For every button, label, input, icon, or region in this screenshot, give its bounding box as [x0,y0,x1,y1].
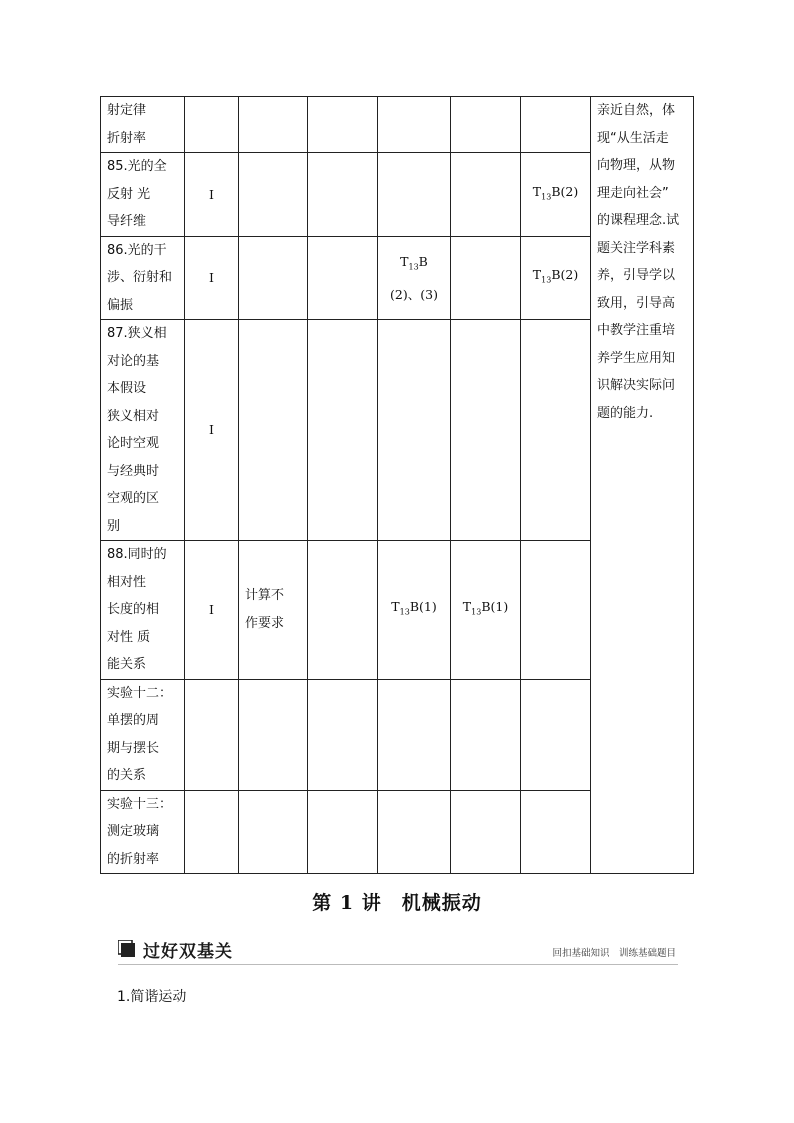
topic-cell [101,153,185,237]
exam-ref-cell [521,153,591,237]
subsection-heading: 1.简谐运动 [117,989,187,1005]
requirement-line: 计算不 [245,588,285,604]
topic-line: 对论的基 [107,353,160,369]
exam-ref-cell [521,97,591,153]
exam-ref-cell [308,679,378,790]
syllabus-table [100,96,694,874]
topic-line: 的关系 [107,768,147,783]
exam-ref-cell [451,790,521,874]
note-line: 中教学注重培 [597,323,676,338]
table-row [101,97,694,153]
exam-ref-cell [308,320,378,541]
note-line: 致用，引导高 [597,295,676,311]
note-line: 的课程理念.试 [597,213,680,228]
level-cell [185,97,239,153]
exam-ref-cell [521,541,591,680]
exam-ref-cell [521,679,591,790]
exam-ref-cell [308,541,378,680]
requirement-cell [239,679,308,790]
exam-ref-cell [451,236,521,320]
exam-ref-cell [378,679,451,790]
lesson-title: 第 1 讲 机械振动 [312,892,482,914]
topic-line: 86.光的干 [107,242,167,258]
note-line: 题的能力. [597,405,654,421]
topic-line: 论时空观 [107,436,160,451]
exam-ref-cell [378,541,451,680]
topic-line: 88.同时的 [107,547,167,562]
exam-analysis-note [591,97,694,874]
topic-cell [101,541,185,680]
topic-line: 涉、衍射和 [107,270,173,285]
topic-cell [101,320,185,541]
note-line: 理走向社会” [597,185,669,201]
requirement-cell [239,236,308,320]
topic-line: 别 [107,518,121,534]
note-line: 题关注学科素 [597,240,676,256]
topic-line: 对性 质 [107,629,151,645]
requirement-cell [239,320,308,541]
level-cell: I [185,541,239,680]
note-line: 向物理，从物 [597,158,676,173]
topic-line: 长度的相 [107,602,160,617]
level-cell: I [185,236,239,320]
topic-cell [101,97,185,153]
exam-ref-cell [378,153,451,237]
section-header [118,936,678,965]
note-line: 亲近自然，体 [597,103,676,118]
requirement-cell [239,153,308,237]
requirement-cell [239,790,308,874]
topic-line: 本假设 [107,381,147,396]
exam-ref-cell [378,97,451,153]
topic-line: 期与摆长 [107,740,160,756]
topic-line: 导纤维 [107,214,147,229]
note-line: 识解决实际问 [597,378,676,393]
section-title: 过好双基关 [143,942,233,962]
topic-line: 偏振 [107,297,134,313]
section-hint: 回扣基础知识 训练基础题目 [552,948,676,959]
exam-ref-cell [378,320,451,541]
exam-ref-cell [451,97,521,153]
topic-line: 单摆的周 [107,713,160,728]
topic-line: 折射率 [107,130,147,146]
exam-ref: $T_{13}B(1)$ [462,599,509,617]
exam-ref: $T_{13}B(2)$ [532,267,579,285]
exam-ref-cell [451,679,521,790]
topic-line: 实验十三： [107,796,173,812]
note-line: 养学生应用知 [597,350,676,366]
square-icon [118,940,135,957]
note-line: 现“从生活走 [597,130,669,146]
exam-ref-cell [521,236,591,320]
topic-line: 能关系 [107,657,147,672]
note-line: 养，引导学以 [597,268,676,283]
topic-line: 测定玻璃 [107,824,160,839]
topic-line: 射定律 [107,103,147,118]
topic-cell [101,236,185,320]
exam-ref: $T_{13}B$ (2)、(3) [390,253,438,302]
topic-line: 空观的区 [107,491,160,506]
exam-ref-cell [451,153,521,237]
exam-ref: $T_{13}B(1)$ [391,599,437,617]
requirement-line: 作要求 [245,615,285,631]
exam-ref-cell [378,790,451,874]
topic-line: 85.光的全 [107,159,167,174]
exam-ref-cell [308,97,378,153]
topic-line: 87.狭义相 [107,326,167,341]
topic-line: 狭义相对 [107,408,160,424]
topic-cell [101,679,185,790]
requirement-cell [239,541,308,680]
exam-ref-cell [308,236,378,320]
topic-line: 的折射率 [107,851,160,867]
exam-ref-cell [308,153,378,237]
topic-line: 反射 光 [107,186,151,202]
topic-cell [101,790,185,874]
topic-line: 相对性 [107,574,147,590]
exam-ref-cell [521,320,591,541]
exam-ref-cell [308,790,378,874]
exam-ref-cell [451,541,521,680]
topic-line: 实验十二： [107,685,173,701]
topic-line: 与经典时 [107,463,160,479]
level-cell: I [185,320,239,541]
exam-ref-cell [451,320,521,541]
level-cell [185,679,239,790]
exam-ref-cell [521,790,591,874]
level-cell: I [185,153,239,237]
requirement-cell [239,97,308,153]
exam-ref-cell [378,236,451,320]
level-cell [185,790,239,874]
exam-ref: $T_{13}B(2)$ [532,183,579,202]
